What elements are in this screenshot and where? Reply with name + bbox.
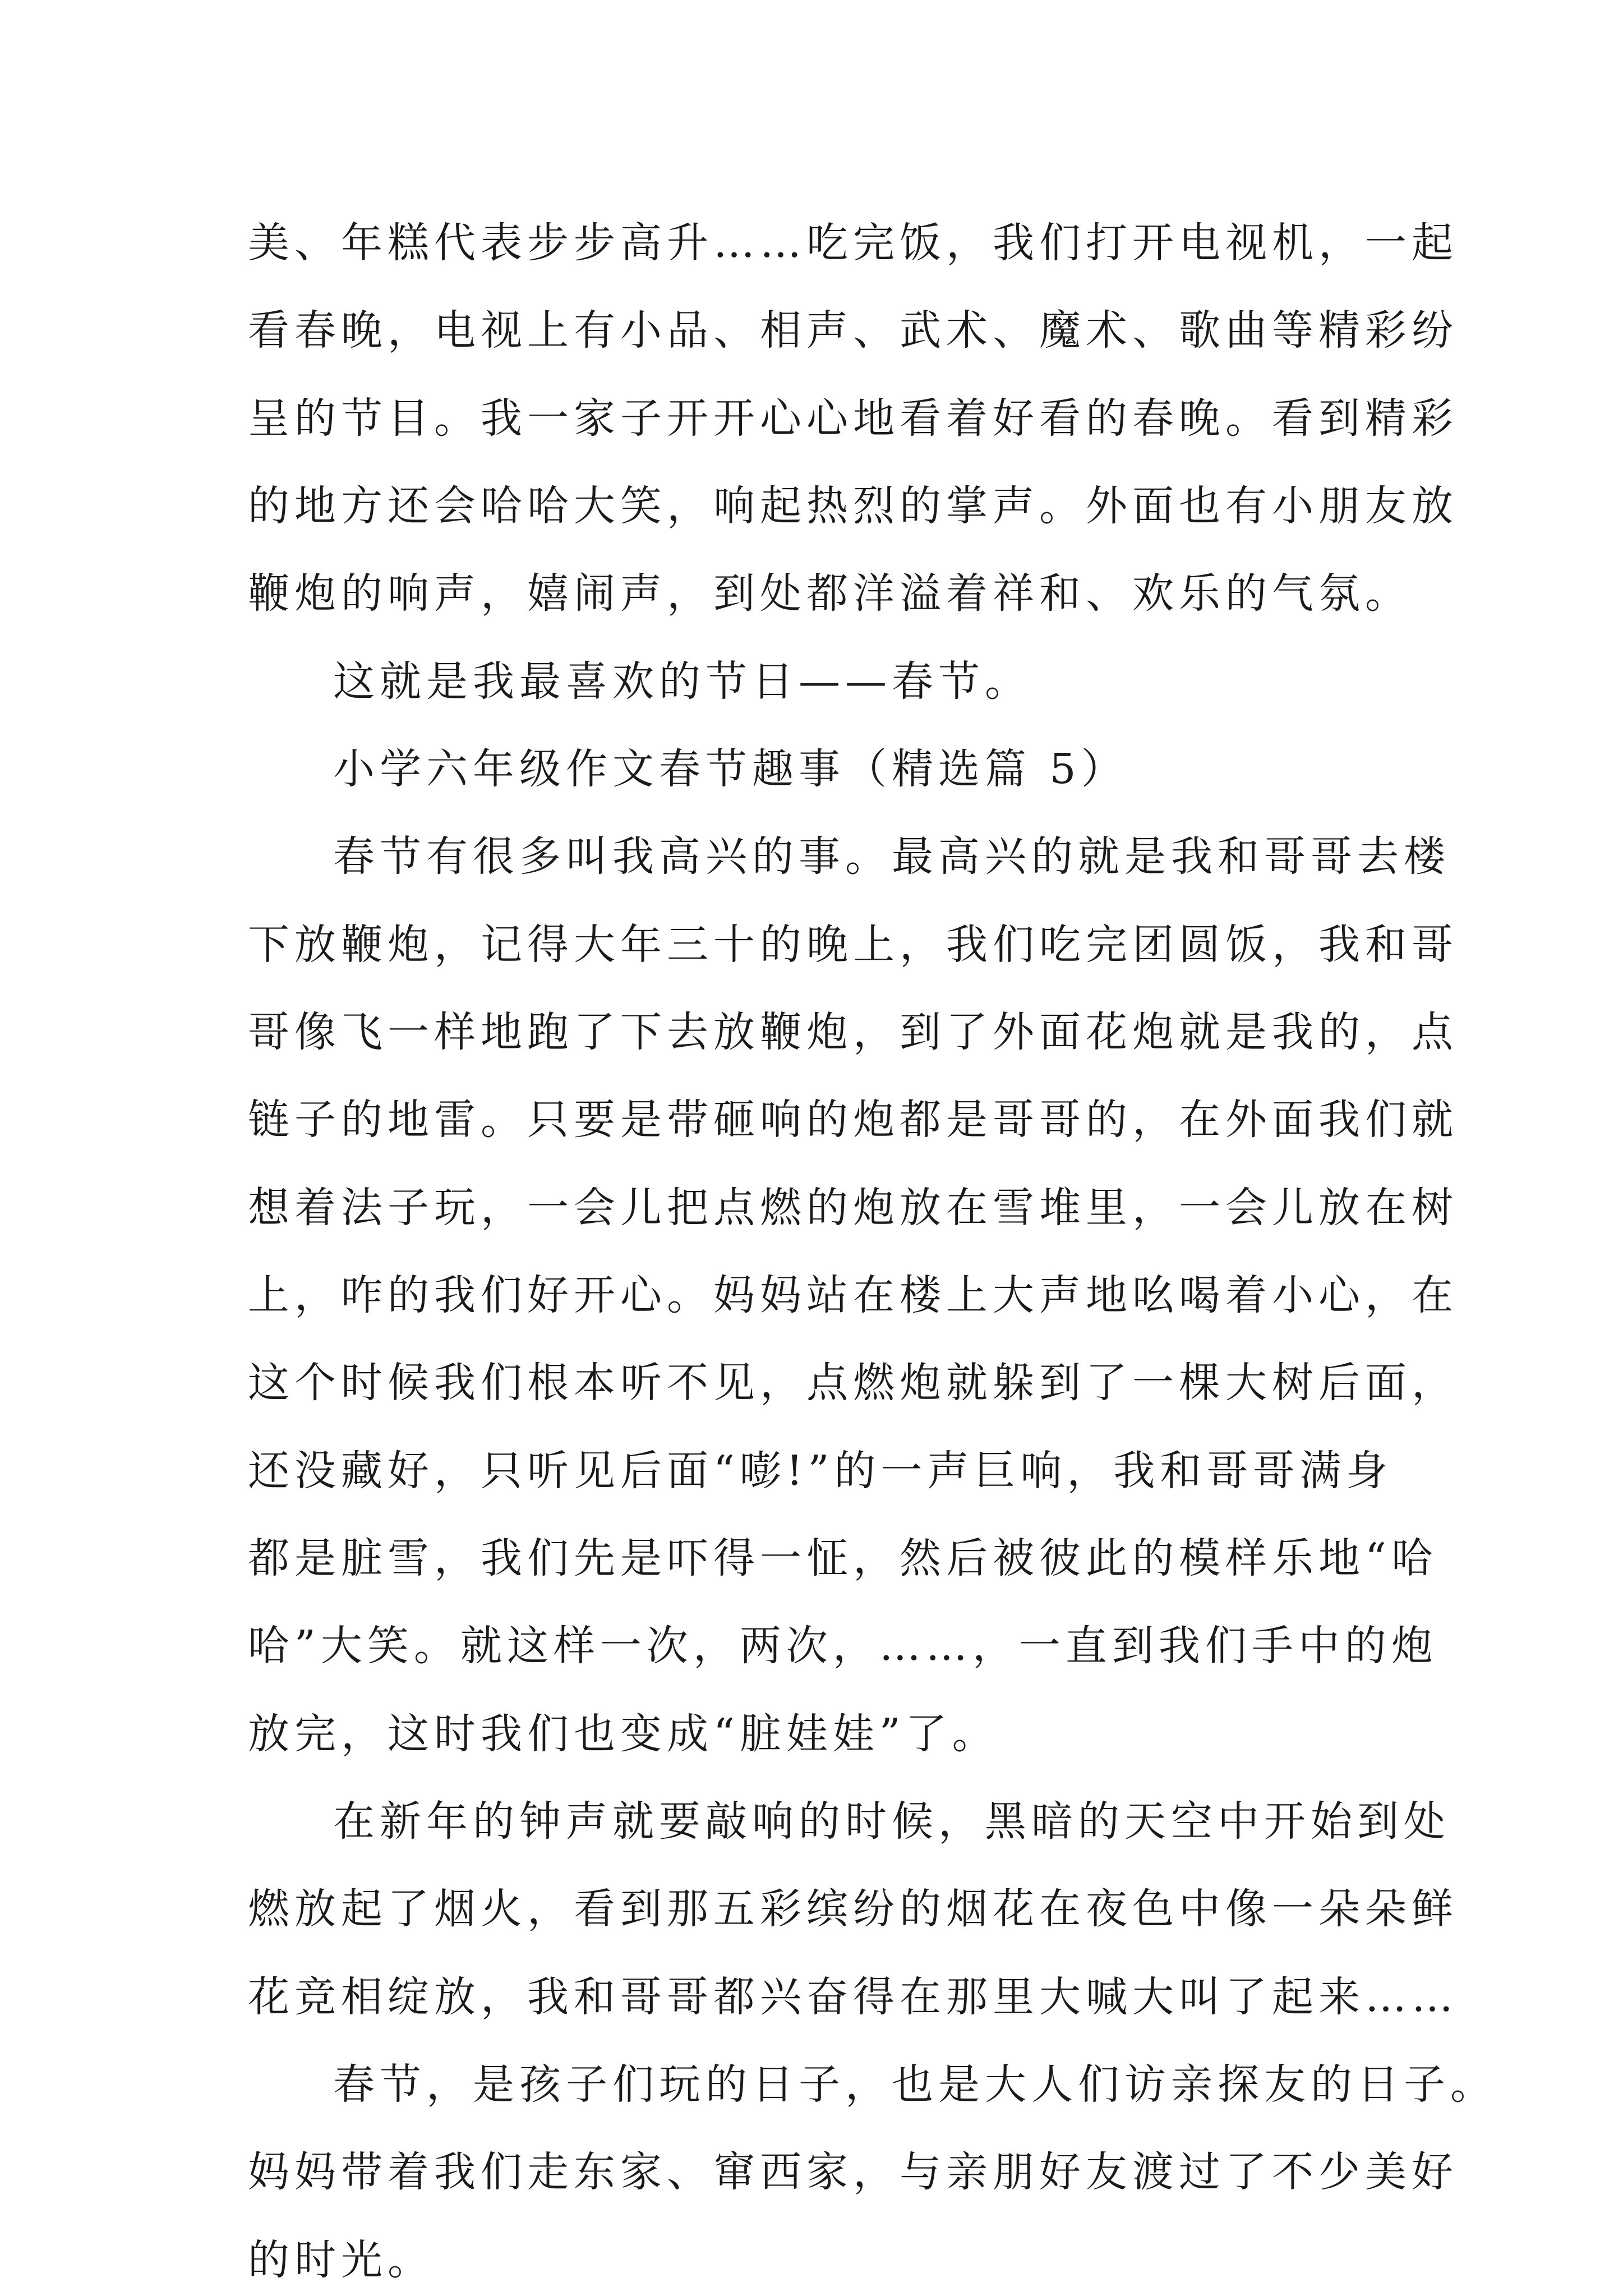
paragraph-line: 春节，是孩子们玩的日子，也是大人们访亲探友的日子。 — [333, 2060, 1497, 2109]
text-line: 的时光。 — [248, 2236, 434, 2284]
text-line: 想着法子玩，一会儿把点燃的炮放在雪堆里，一会儿放在树 — [248, 1184, 1458, 1232]
text-line: 鞭炮的响声，嬉闹声，到处都洋溢着祥和、欢乐的气氛。 — [248, 569, 1412, 618]
text-line: 燃放起了烟火，看到那五彩缤纷的烟花在夜色中像一朵朵鲜 — [248, 1885, 1458, 1933]
text-line: 放完，这时我们也变成“脏娃娃”了。 — [248, 1710, 999, 1758]
text-line: 花竞相绽放，我和哥哥都兴奋得在那里大喊大叫了起来…… — [248, 1973, 1458, 2021]
paragraph-line: 在新年的钟声就要敲响的时候，黑暗的天空中开始到处 — [333, 1797, 1450, 1846]
text-line: 这个时候我们根本听不见，点燃炮就躲到了一棵大树后面， — [248, 1359, 1458, 1407]
paragraph-line: 这就是我最喜欢的节日——春节。 — [333, 657, 1031, 706]
text-line: 呈的节目。我一家子开开心心地看着好看的春晚。看到精彩 — [248, 394, 1458, 443]
paragraph-line: 春节有很多叫我高兴的事。最高兴的就是我和哥哥去楼 — [333, 832, 1450, 881]
section-heading: 小学六年级作文春节趣事（精选篇 5） — [333, 745, 1128, 793]
text-line: 看春晚，电视上有小品、相声、武术、魔术、歌曲等精彩纷 — [248, 306, 1458, 355]
text-line: 都是脏雪，我们先是吓得一怔，然后被彼此的模样乐地“哈 — [248, 1534, 1438, 1582]
text-line: 的地方还会哈哈大笑，响起热烈的掌声。外面也有小朋友放 — [248, 482, 1458, 530]
text-line: 妈妈带着我们走东家、窜西家，与亲朋好友渡过了不少美好 — [248, 2148, 1458, 2196]
text-line: 哈”大笑。就这样一次，两次，……，一直到我们手中的炮 — [248, 1622, 1438, 1670]
text-line: 下放鞭炮，记得大年三十的晚上，我们吃完团圆饭，我和哥 — [248, 921, 1458, 969]
text-line: 上，咋的我们好开心。妈妈站在楼上大声地吆喝着小心，在 — [248, 1271, 1458, 1319]
text-line: 美、年糕代表步步高升……吃完饭，我们打开电视机，一起 — [248, 219, 1458, 267]
text-line: 链子的地雷。只要是带砸响的炮都是哥哥的，在外面我们就 — [248, 1096, 1458, 1144]
text-line: 还没藏好，只听见后面“嘭!”的一声巨响，我和哥哥满身 — [248, 1447, 1393, 1495]
text-line: 哥像飞一样地跑了下去放鞭炮，到了外面花炮就是我的，点 — [248, 1008, 1458, 1056]
